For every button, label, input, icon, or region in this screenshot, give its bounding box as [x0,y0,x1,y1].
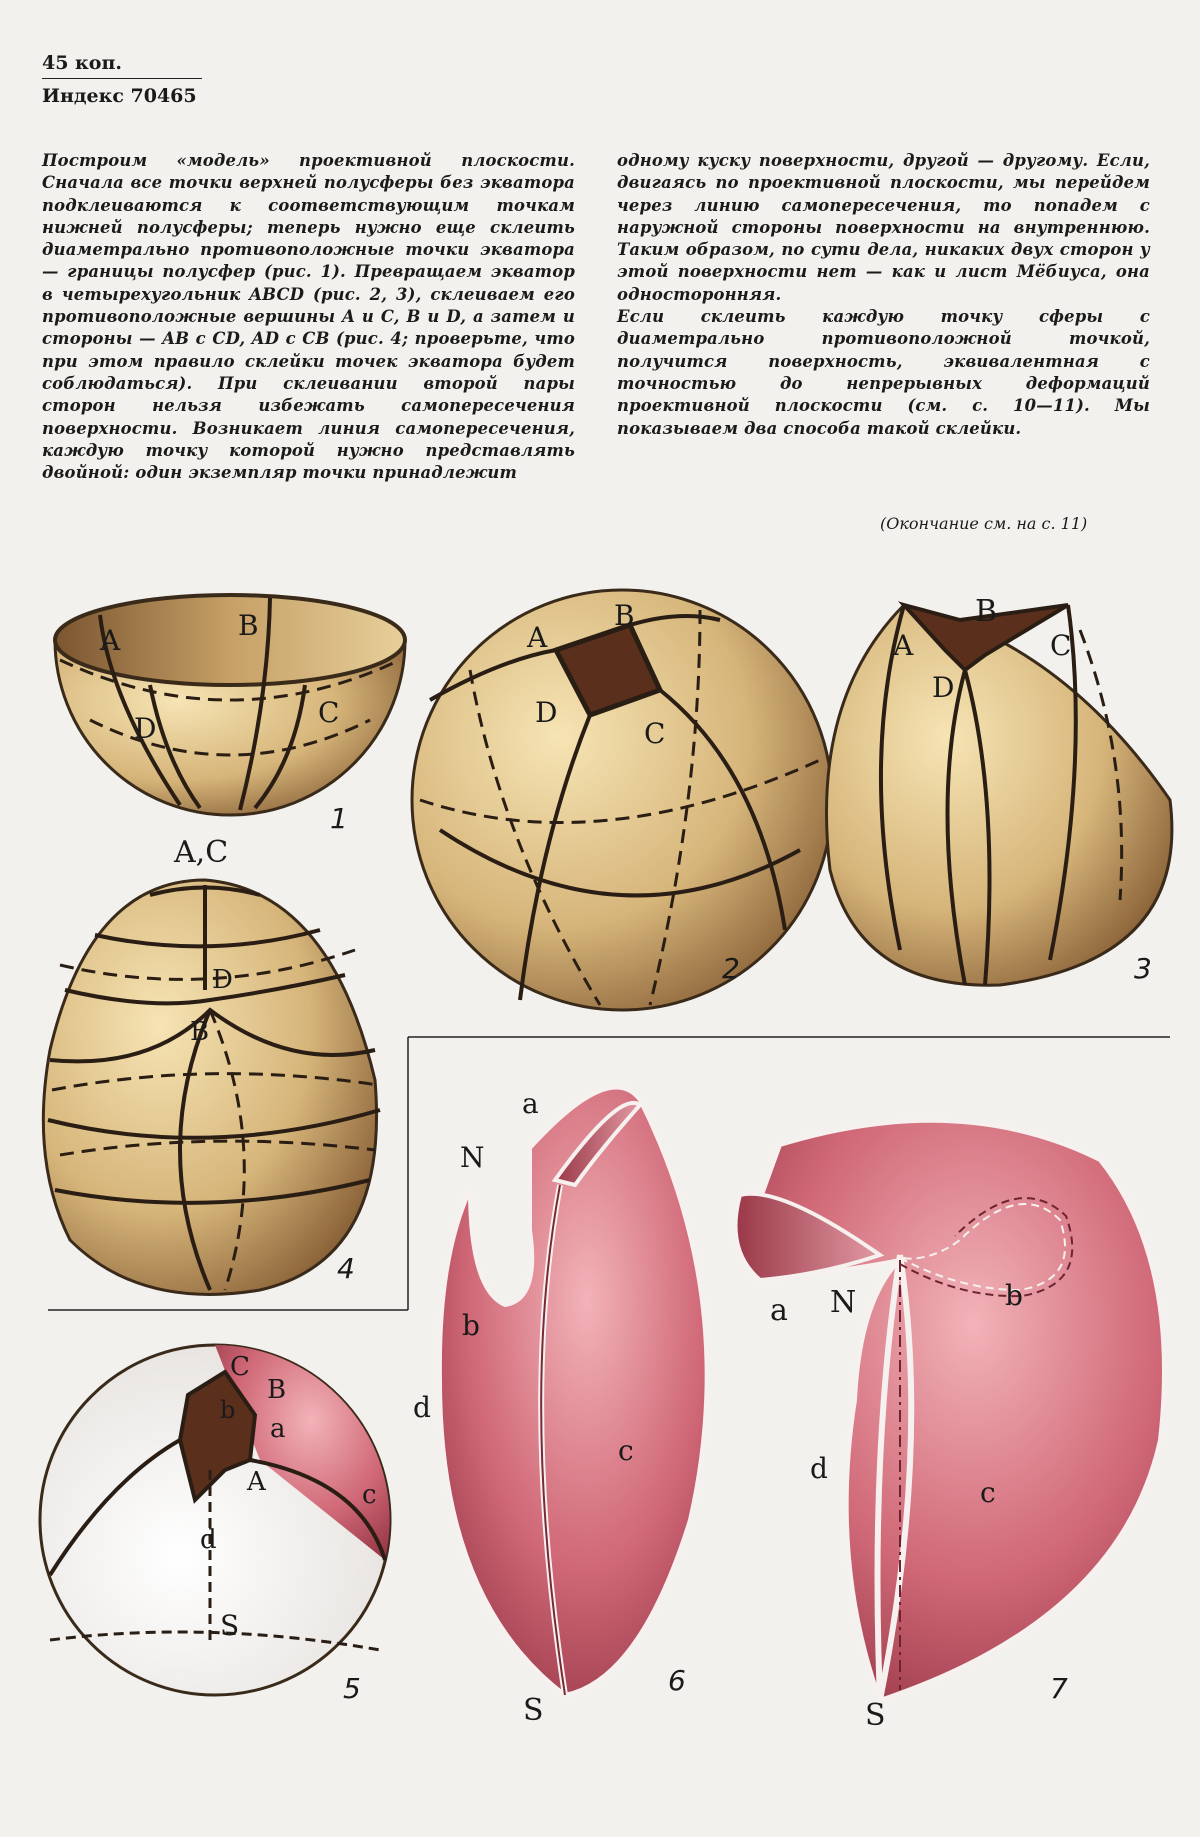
figure-2-sphere [412,590,832,1010]
label-C: C [644,717,666,750]
figure-1-hemisphere [55,595,405,835]
figure-number: 7 [1050,1672,1068,1705]
label-S: S [220,1609,240,1642]
label-b: b [220,1396,236,1424]
label-A: A [247,1467,266,1497]
paragraph: Построим «модель» проективной плоскости. Сначала все точки верхней полусферы без экватора подклеиваются к соответствующим точкам нижней полусферы; теперь нужно еще склеить диаметрально противоположные точки экватора — границы полусфер (рис. 1). Превращаем экватор в четырехугольник ABCD (рис. 2, 3), склеиваем его противоположные вершины A и C, B и D, а затем и стороны — AB с CD, AD с CB (рис. 4; проверьте, что при этом правило склейки точек экватора будет соблюдаться). При склеивании второй пары сторон нельзя избежать самопересечения поверхности. Возникает линия самопересечения, каждую точку которой нужно представлять двойной: один экземпляр точки принадлежит [42,151,575,483]
label-S: S [865,1698,886,1733]
label-A: A [100,624,121,657]
label-a: a [270,1414,286,1444]
figure-number: 5 [343,1672,361,1705]
label-D: D [535,696,558,729]
continuation-note: (Окончание см. на с. 11) [880,514,1088,533]
figure-number: 4 [337,1252,355,1285]
label-c: c [362,1480,377,1510]
label-b: b [1005,1279,1023,1312]
label-D: D [932,671,955,704]
label-C: C [1050,629,1072,662]
figure-number: 6 [668,1664,686,1697]
label-B: B [975,594,998,629]
label-A: A [893,629,914,662]
label-N: N [830,1285,857,1320]
label-A: A [527,621,548,654]
label-c: c [980,1476,996,1509]
label-D: D [212,965,233,995]
label-d: d [200,1525,217,1555]
label-c: c [618,1434,634,1467]
figure-3-tulip [826,594,1171,985]
label-A-C: A,C [174,835,229,870]
label-a: a [522,1087,539,1120]
label-d: d [810,1452,828,1485]
paragraph: одному куску поверхности, другой — другому. Если, двигаясь по проективной плоскости, мы перейдем через линию самопересечения, то попадем с наружной стороны поверхности на внутреннюю. Таким образом, по сути дела, никаких двух сторон у этой поверхности нет — как и лист Мёбиуса, она односторонняя. [617,151,1150,304]
figure-5-sphere [40,1345,390,1705]
figure-6-surface [413,1087,707,1728]
figure-number: 2 [722,952,740,985]
label-a: a [770,1293,788,1328]
label-C: C [318,696,340,729]
subscription-index: Индекс 70465 [42,85,197,107]
figure-4-egg [43,835,380,1294]
figure-number: 3 [1134,952,1152,985]
label-C: C [230,1352,250,1382]
figure-number: 1 [330,802,348,835]
paragraph: Если склеить каждую точку сферы с диаметрально противоположной точкой, получится поверхность, эквивалентная с точностью до непрерывных деформаций проективной плоскости (см. с. 10—11). Мы показываем два способа такой склейки. [617,307,1150,438]
label-b: b [462,1309,480,1342]
label-B: B [267,1375,287,1405]
price: 45 коп. [42,52,202,79]
label-B: B [614,599,635,632]
label-D: D [134,712,157,745]
label-B: B [238,609,259,642]
label-S: S [523,1693,544,1728]
label-d: d [413,1391,431,1424]
label-N: N [460,1141,485,1174]
label-B: B [190,1017,210,1047]
figure-7-surface [736,1121,1165,1733]
